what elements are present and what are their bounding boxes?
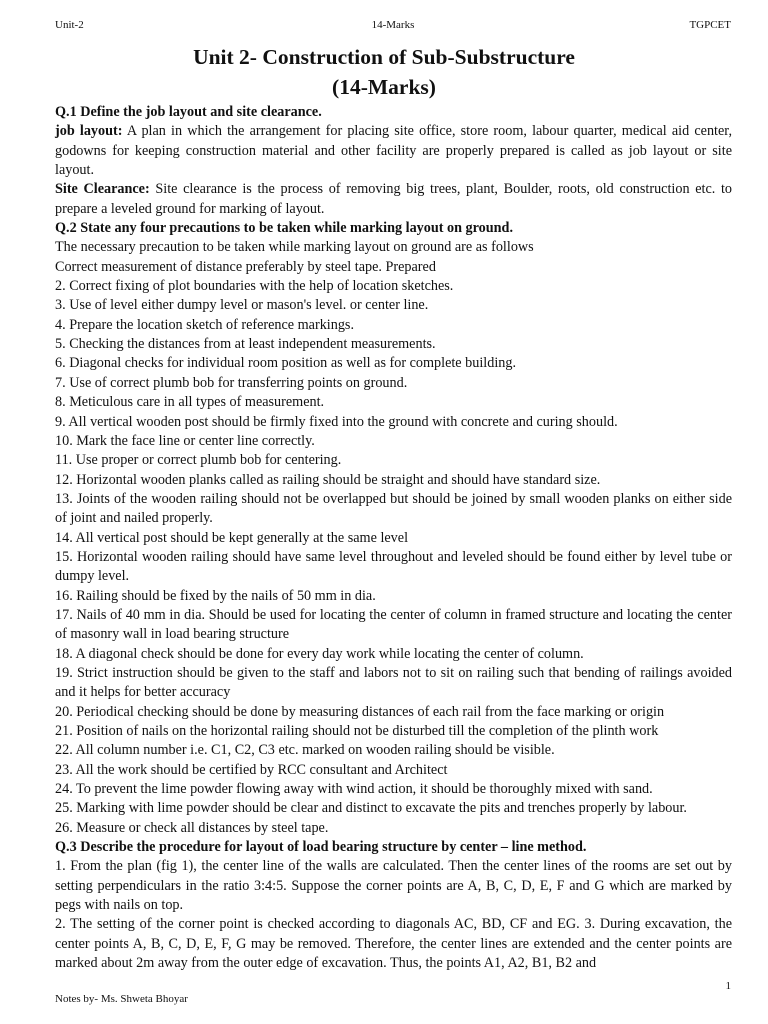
q1-job-layout-definition xyxy=(55,122,732,180)
list-item: 14. All vertical post should be kept generally at the same level xyxy=(55,529,409,546)
document-body xyxy=(55,103,732,973)
document-subtitle: (14-Marks) xyxy=(332,75,436,99)
q2-precautions-list xyxy=(55,258,732,838)
list-item: 2. Correct fixing of plot boundaries with the help of location sketches. xyxy=(55,278,454,295)
q3-paragraph: 2. The setting of the corner point is checked according to diagonals AC, BD, CF and EG. 3. During excavation, the center points A, B, C, D, E, F, G may be removed. Therefore, the center lines are extended and the center points are marked about 2m away from the outer edge of excavation. Thus, the points A1, A2, B1, B2 and xyxy=(55,916,732,972)
list-item: 11. Use proper or correct plumb bob for centering. xyxy=(55,452,342,469)
list-item: 8. Meticulous care in all types of measurement. xyxy=(55,394,325,411)
site-clearance-text: Site clearance is the process of removing big trees, plant, Boulder, roots, old construction etc. to prepare a leveled ground for marking of layout. xyxy=(55,181,732,217)
page-number: 1 xyxy=(725,980,731,992)
list-item: 13. Joints of the wooden railing should not be overlapped but should be joined by small wooden planks on either side of joint and nailed properly. xyxy=(55,490,732,527)
q1-question: Q.1 Define the job layout and site clearance. xyxy=(55,104,322,120)
q3-question: Q.3 Describe the procedure for layout of load bearing structure by center – line method. xyxy=(55,839,587,856)
list-item: 12. Horizontal wooden planks called as railing should be straight and should have standard size. xyxy=(55,471,601,488)
list-item: 5. Checking the distances from at least independent measurements. xyxy=(55,336,436,353)
q3-paragraph: 1. From the plan (fig 1), the center line of the walls are calculated. Then the center lines of the rooms are set out by setting perpendiculars in the ratio 3:4:5. Suppose the corner points are A, B, C, D, E, F and G which are marked by pegs with nails on top. xyxy=(55,858,732,914)
q2-intro: The necessary precaution to be taken while marking layout on ground are as follows xyxy=(55,239,534,256)
list-item: 4. Prepare the location sketch of reference markings. xyxy=(55,316,354,333)
job-layout-text: A plan in which the arrangement for placing site office, store room, labour quarter, medical aid center, godowns for keeping construction material and other facility are properly prepared is called as job layout or site layout. xyxy=(55,123,732,179)
list-item: 17. Nails of 40 mm in dia. Should be used for locating the center of column in framed structure and locating the center of masonry wall in load bearing structure xyxy=(55,606,732,643)
list-item: 21. Position of nails on the horizontal railing should not be disturbed till the completion of the plinth work xyxy=(55,723,659,739)
list-item: 22. All column number i.e. C1, C2, C3 etc. marked on wooden railing should be visible. xyxy=(55,742,555,759)
list-item: 7. Use of correct plumb bob for transferring points on ground. xyxy=(55,374,408,391)
header-marks: 14-Marks xyxy=(371,19,415,31)
list-item: 25. Marking with lime powder should be clear and distinct to excavate the pits and trenches properly by labour. xyxy=(55,800,687,817)
list-item: 19. Strict instruction should be given to the staff and labors not to sit on railing such that bending of railings avoided and it helps for better accuracy xyxy=(55,664,732,701)
header-unit: Unit-2 xyxy=(55,19,84,31)
q2-question: Q.2 State any four precautions to be taken while marking layout on ground. xyxy=(55,220,513,237)
list-item: Correct measurement of distance preferably by steel tape. Prepared xyxy=(55,258,436,275)
list-item: 26. Measure or check all distances by steel tape. xyxy=(55,819,329,836)
list-item: 9. All vertical wooden post should be firmly fixed into the ground with concrete and curing should. xyxy=(55,413,618,430)
list-item: 20. Periodical checking should be done by measuring distances of each rail from the face marking or origin xyxy=(55,703,665,720)
list-item: 23. All the work should be certified by RCC consultant and Architect xyxy=(55,761,448,778)
footer-notes-by: Notes by- Ms. Shweta Bhoyar xyxy=(55,993,188,1005)
q1-site-clearance-definition xyxy=(55,180,732,219)
job-layout-term: job layout: xyxy=(55,123,123,140)
list-item: 10. Mark the face line or center line correctly. xyxy=(55,432,315,449)
list-item: 24. To prevent the lime powder flowing away with wind action, it should be thoroughly mixed with sand. xyxy=(55,781,653,798)
page-header xyxy=(55,19,731,33)
list-item: 16. Railing should be fixed by the nails of 50 mm in dia. xyxy=(55,587,376,604)
header-college: TGPCET xyxy=(689,19,731,31)
list-item: 6. Diagonal checks for individual room position as well as for complete building. xyxy=(55,355,516,372)
list-item: 18. A diagonal check should be done for every day work while locating the center of column. xyxy=(55,645,584,662)
list-item: 3. Use of level either dumpy level or mason's level. or center line. xyxy=(55,297,429,314)
site-clearance-term: Site Clearance: xyxy=(55,181,150,198)
document-title: Unit 2- Construction of Sub-Substructure xyxy=(193,45,575,69)
list-item: 15. Horizontal wooden railing should have same level throughout and leveled should be found either by level tube or dumpy level. xyxy=(55,548,732,585)
